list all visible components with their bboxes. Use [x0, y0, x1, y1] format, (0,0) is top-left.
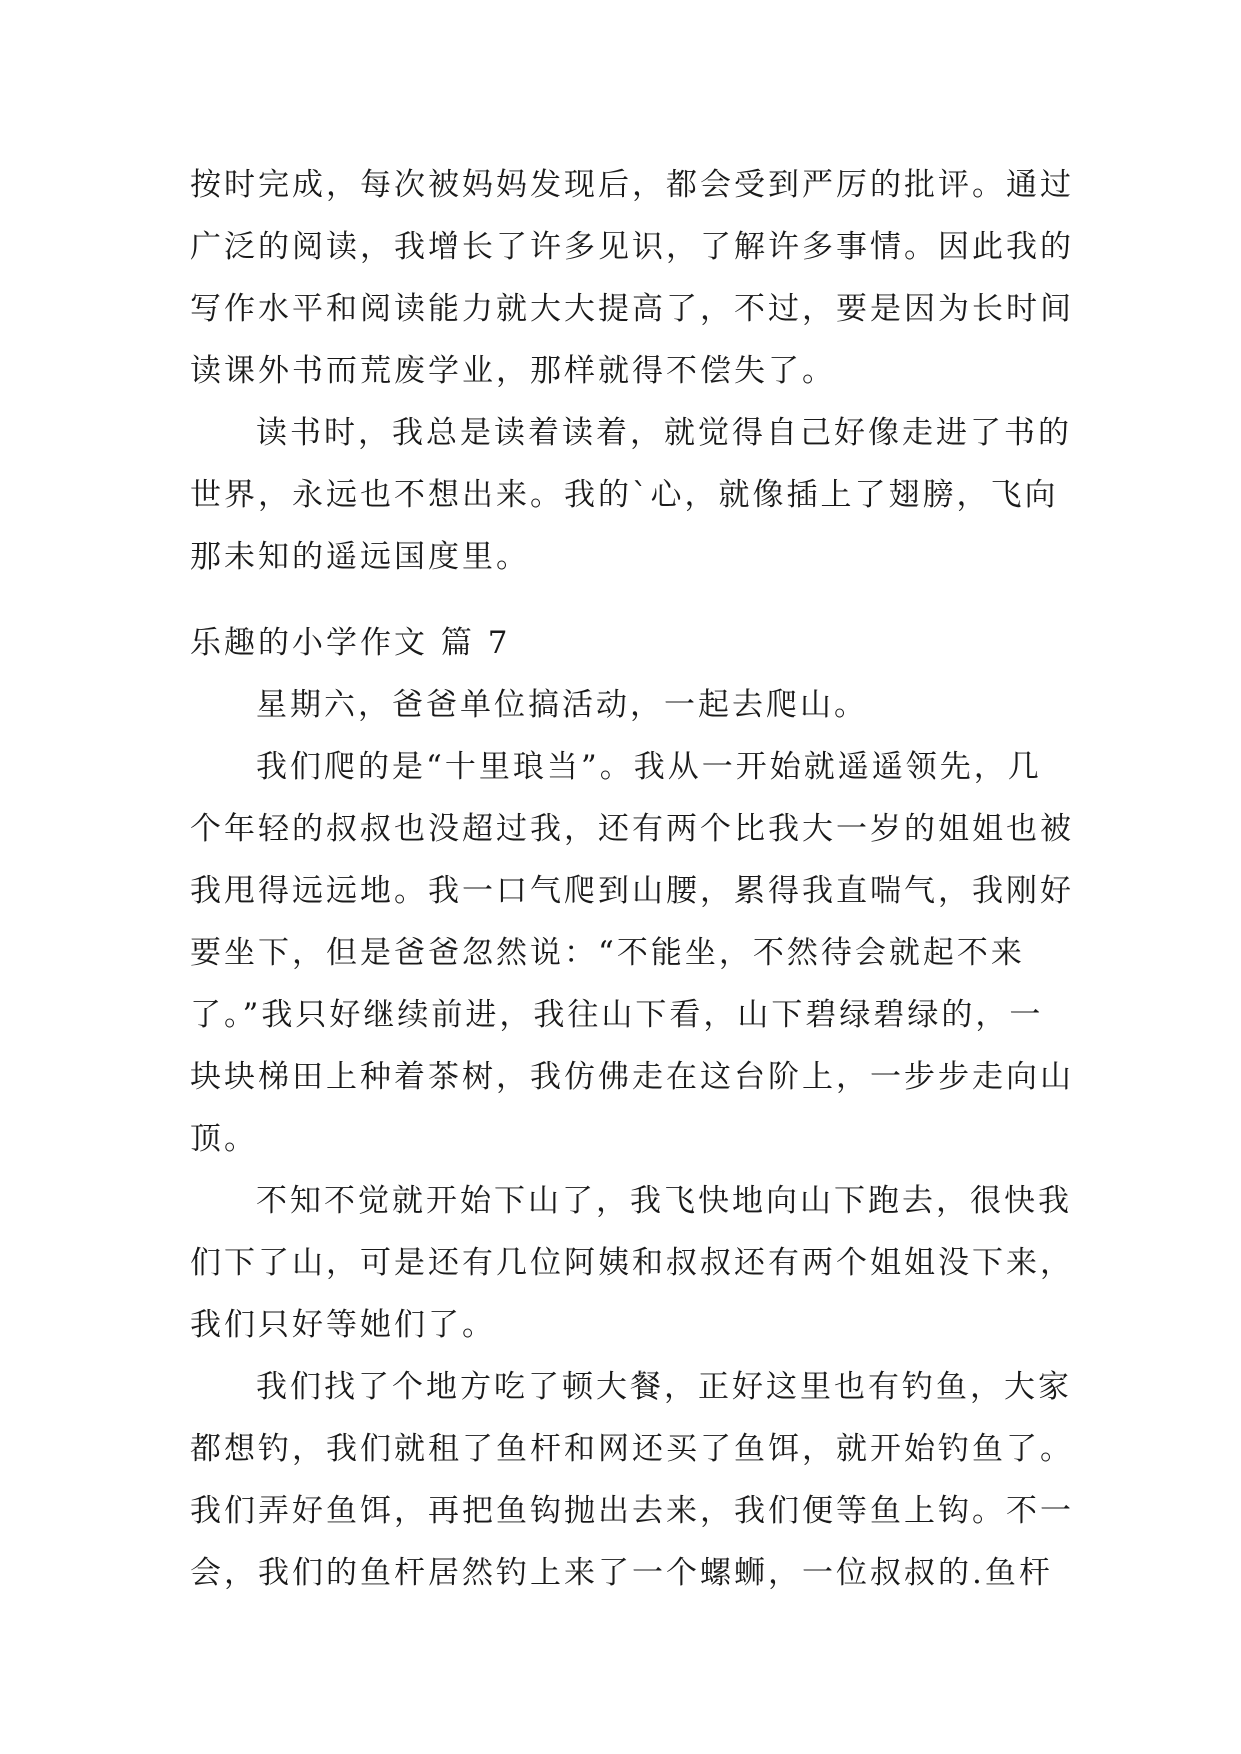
paragraph-line: 广泛的阅读，我增长了许多见识，了解许多事情。因此我的 [190, 229, 1074, 265]
paragraph-first-line: 我们找了个地方吃了顿大餐，正好这里也有钓鱼，大家 [256, 1369, 1072, 1405]
paragraph-line: 按时完成，每次被妈妈发现后，都会受到严厉的批评。通过 [190, 167, 1074, 203]
paragraph-line: 顶。 [190, 1121, 258, 1157]
paragraph-line: 都想钓，我们就租了鱼杆和网还买了鱼饵，就开始钓鱼了。 [190, 1431, 1074, 1467]
paragraph-line: 我甩得远远地。我一口气爬到山腰，累得我直喘气，我刚好 [190, 873, 1074, 909]
paragraph-line: 我们只好等她们了。 [190, 1307, 496, 1343]
paragraph-line: 块块梯田上种着茶树，我仿佛走在这台阶上，一步步走向山 [190, 1059, 1074, 1095]
paragraph-line: 要坐下，但是爸爸忽然说：“不能坐，不然待会就起不来 [190, 935, 1025, 971]
paragraph-first-line: 星期六，爸爸单位搞活动，一起去爬山。 [256, 687, 868, 723]
paragraph-first-line: 不知不觉就开始下山了，我飞快地向山下跑去，很快我 [256, 1183, 1072, 1219]
paragraph-line: 个年轻的叔叔也没超过我，还有两个比我大一岁的姐姐也被 [190, 811, 1074, 847]
paragraph-line: 读课外书而荒废学业，那样就得不偿失了。 [190, 353, 836, 389]
essay-section-7 [190, 612, 1074, 1604]
paragraph-line: 那未知的遥远国度里。 [190, 539, 530, 575]
previous-essay-continuation [190, 154, 1074, 588]
section-heading: 乐趣的小学作文 篇 7 [190, 625, 511, 661]
paragraph-first-line: 读书时，我总是读着读着，就觉得自己好像走进了书的 [256, 415, 1072, 451]
paragraph-line: 写作水平和阅读能力就大大提高了，不过，要是因为长时间 [190, 291, 1074, 327]
paragraph-line: 世界，永远也不想出来。我的`心，就像插上了翅膀，飞向 [190, 477, 1059, 513]
paragraph-line: 会，我们的鱼杆居然钓上来了一个螺蛳，一位叔叔的.鱼杆 [190, 1555, 1053, 1591]
paragraph-line: 们下了山，可是还有几位阿姨和叔叔还有两个姐姐没下来， [190, 1245, 1074, 1281]
paragraph-line: 了。”我只好继续前进，我往山下看，山下碧绿碧绿的，一 [190, 997, 1044, 1033]
paragraph-line: 我们弄好鱼饵，再把鱼钩抛出去来，我们便等鱼上钩。不一 [190, 1493, 1074, 1529]
paragraph-first-line: 我们爬的是“十里琅当”。我从一开始就遥遥领先，几 [256, 749, 1042, 785]
